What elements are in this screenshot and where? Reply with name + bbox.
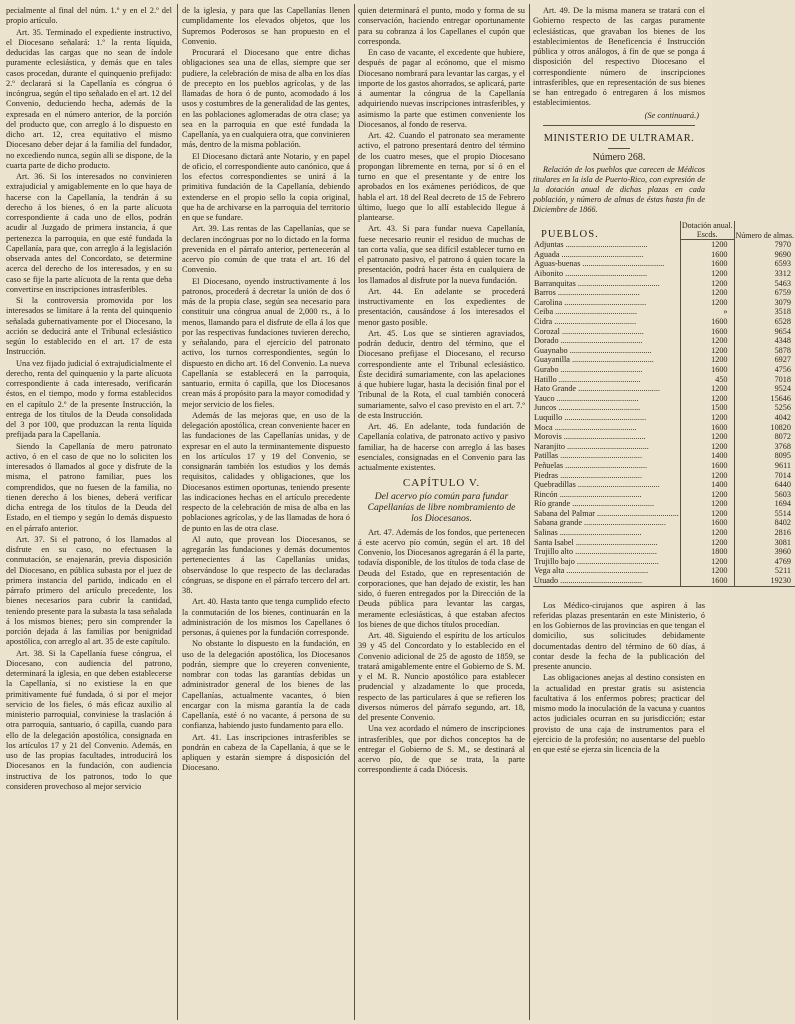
paragraph: El Diocesano, oyendo instructivamente á los patronos, procederá á decretar la unión de dos ó más de la propia clase, según sea necesario para constituir una cóngrua anual de 2,000 rs., á lo menos, llamando para el disfrute de ella á los que por las respectivas fundaciones tuvieren derecho, y señalando, para el ejercicio del patronato activo, los turnos correspondientes, según lo dispuesto en dicho art. 16 del Convenio. La nueva Capellanía se establecerá en la parroquia, santuario, ermita ó capilla, que los Diocesanos crean más á propósito para la mayor comodidad y mejor servicio de los fieles. — [182, 276, 350, 409]
cell-pueblo: Aguas-buenas ........................................ — [534, 259, 665, 269]
cell-pueblo: Adjuntas ........................................ — [534, 240, 648, 249]
cell-pueblo: Corozal ........................................ — [534, 326, 644, 336]
cell-pueblo: Barranquitas ........................................ — [534, 278, 660, 288]
cell-pueblo: Aibonito ........................................ — [534, 269, 648, 279]
table-row — [533, 499, 795, 509]
table-row — [533, 375, 795, 385]
cell-almas: 3960 — [734, 547, 795, 557]
cell-pueblo: Cidra ........................................ — [534, 317, 637, 326]
paragraph: Art. 40. Hasta tanto que tenga cumplido efecto la conmutación de los bienes, continuarán en la administración de los mismos los Capellanes ó personas, á quienes por la fundación corresponde. — [182, 597, 350, 637]
cell-dotacion: 1200 — [680, 442, 734, 452]
cell-pueblo: Carolina ........................................ — [534, 297, 647, 307]
cell-pueblo: Juncos ........................................ — [534, 403, 641, 413]
cell-dotacion: 1500 — [680, 403, 734, 413]
paragraph: Art. 44. En adelante se procederá instructivamente en los expedientes de presentación, causándose á los interesados el menor gasto posible. — [358, 286, 525, 327]
header-escds: Escds. — [680, 230, 734, 240]
header-numero: Número de almas. — [734, 221, 795, 240]
table-row — [533, 259, 795, 269]
cell-dotacion: 1200 — [680, 413, 734, 423]
doctors-table — [533, 221, 795, 590]
section-divider — [543, 125, 695, 126]
cell-dotacion: 1200 — [680, 279, 734, 289]
paragraph: Art. 49. De la misma manera se tratará con el Gobierno respecto de las cargas puramente eclesiásticas, que gravaban los bienes de los establecimientos de Beneficencia é Instrucción pública y otros análogos, á fin de que se ponga á disposición del respectivo Diocesano el correspondiente número de inscripciones intrasferibles, que en representación de sus bienes se han entregado ó entregaren á los mismos establecimientos. — [533, 6, 705, 108]
cell-dotacion: 1200 — [680, 346, 734, 356]
decree-number: Número 268. — [592, 152, 646, 163]
cell-dotacion: 1600 — [680, 327, 734, 337]
cell-pueblo: Morovis ........................................ — [534, 432, 646, 442]
table-row — [533, 298, 795, 308]
table-row — [533, 279, 795, 289]
cell-dotacion: 1200 — [680, 288, 734, 298]
cell-dotacion: 1200 — [680, 355, 734, 365]
cell-dotacion: 1200 — [680, 269, 734, 279]
paragraph: Una vez fijado judicial ó extrajudicialmente el derecho, renta del quinquenio y la parte alícuota correspondiente á cada interesado, verificarán éstos, en el tiempo, modo y forma establecidos en el capítulo 2.º de la presente Instrucción, la entrega de los títulos de la Deuda consolidada del 3 por 100, que produzcan la renta líquida prefijada para la Capellanía. — [6, 358, 172, 440]
cell-dotacion: 1200 — [680, 336, 734, 346]
cell-almas: 8402 — [734, 518, 795, 528]
cell-pueblo: Hato Grande ........................................ — [534, 384, 660, 394]
table-row — [533, 528, 795, 538]
paragraph: Art. 36. Si los interesados no convinieren extrajudicial y amigablemente en lo que haya de hacerse con la Capellanía, la tendrán á su derecho á los bienes, ó en la parte alícuota correspondiente á cada uno de ellos, podrán acudir al Juzgado de primera instancia, á que pertenezca la parroquia, en que esté fundada la Capellanía, para que, con arreglo á la legislación observada antes del Concordato, se determine acerca del derecho de los interesados, y en su caso se fije la parte alícuota de la renta que deba convertirse en inscripciones intrasferibles. — [6, 172, 172, 294]
cell-pueblo: Naranjito ........................................ — [534, 441, 649, 451]
cell-pueblo: Piedras ........................................ — [534, 470, 643, 480]
cell-dotacion: 1400 — [680, 451, 734, 461]
cell-dotacion: 1600 — [680, 365, 734, 375]
cell-almas: 5211 — [734, 566, 795, 576]
cell-dotacion: 1200 — [680, 432, 734, 442]
cell-dotacion: 1600 — [680, 518, 734, 528]
table-row — [533, 547, 795, 557]
cell-pueblo: Guayanilla ........................................ — [534, 355, 654, 365]
cell-almas: 8072 — [734, 432, 795, 442]
cell-dotacion: 1200 — [680, 384, 734, 394]
cell-almas: 6927 — [734, 355, 795, 365]
continued-note: (Se continuará.) — [644, 110, 699, 120]
table-row — [533, 327, 795, 337]
column-rule — [177, 4, 178, 1020]
table-row — [533, 480, 795, 490]
cell-dotacion: » — [680, 307, 734, 317]
paragraph: Art. 39. Las rentas de las Capellanías, que se declaren incóngruas por no lo dictado en la forma prevenida en el párrafo anterior, pertenecerán al acervo pío común de que trata el art. 16 del Convenio. — [182, 224, 350, 275]
cell-pueblo: Barros ........................................ — [534, 288, 640, 298]
cell-pueblo: Hatillo ........................................ — [534, 374, 641, 384]
paragraph: Art. 41. Las inscripciones intrasferibles se pondrán en cabeza de la Capellanía, á que se le apliquen y estarán siempre á disposición del Diocesano. — [182, 732, 350, 773]
table-row — [533, 566, 795, 576]
table-row — [533, 288, 795, 298]
cell-almas: 7970 — [734, 240, 795, 250]
header-pueblos: PUEBLOS. — [541, 229, 599, 241]
table-row — [533, 317, 795, 327]
cell-almas: 5463 — [734, 279, 795, 289]
cell-almas: 8095 — [734, 451, 795, 461]
cell-pueblo: Guaynabo ........................................ — [534, 345, 652, 355]
cell-pueblo: Rincón ........................................ — [534, 489, 642, 499]
cell-dotacion: 1200 — [680, 471, 734, 481]
cell-almas: 6528 — [734, 317, 795, 327]
table-row — [533, 518, 795, 528]
cell-dotacion: 1200 — [680, 509, 734, 519]
paragraph: Art. 38. Si la Capellanía fuese cóngrua, el Diocesano, con audiencia del patrono, determinará la iglesia, en que deben establecerse la Capellanía, si no existiese la en que primitivamente fué fundada, ó si por el mejor servicio de los fieles, ó más eficaz auxilio al ministerio parroquial, conviniese la traslación á otra parroquia, santuario, ó capilla, cuando para ello de la delegación apostólica, consignada en los artículos 17 y 21 del Convenio. Además, en uso de las propias facultades, introducirá los Diocesanos en la fundación, con audiencia instructiva de los patronos, todo lo que consideren provechoso al mejor servicio — [6, 648, 172, 791]
cell-almas: 3312 — [734, 269, 795, 279]
cell-almas: 9524 — [734, 384, 795, 394]
cell-almas: 6593 — [734, 259, 795, 269]
cell-almas: 4756 — [734, 365, 795, 375]
table-row — [533, 240, 795, 250]
cell-pueblo: Moca ........................................ — [534, 422, 637, 432]
cell-almas: 6440 — [734, 480, 795, 490]
cell-dotacion: 1600 — [680, 259, 734, 269]
cell-almas: 2816 — [734, 528, 795, 538]
paragraph: Las obligaciones anejas al destino consisten en la actualidad en prestar gratis su asistencia facultativa á los enfermos pobres; practicar del mismo modo la inoculación de la vacuna y cuantos actos judiciales ocurran en su jurisdicción; estar provisto de una caja de instrumentos para el ejercicio de la profesión; no ausentarse del pueblo en que esté se ejerza sin licencia de la — [533, 673, 705, 755]
column-rule — [529, 4, 530, 1020]
table-row — [533, 269, 795, 279]
table-row — [533, 336, 795, 346]
column-rule — [354, 4, 355, 1020]
ministry-heading: MINISTERIO DE ULTRAMAR. — [543, 132, 695, 144]
cell-dotacion: 1200 — [680, 394, 734, 404]
table-row — [533, 355, 795, 365]
cell-dotacion: 1600 — [680, 250, 734, 260]
cell-pueblo: Luquillo ........................................ — [534, 412, 647, 422]
cell-almas: 9690 — [734, 250, 795, 260]
paragraph: Siendo la Capellanía de mero patronato activo, ó en el caso de que no lo soliciten los interesados ó llamados al goce y disfrute de la misma, el patrono familiar, pues los comprendidos, que no fuesen de la familia, no tienen derecho á los bienes, deberá verificar dicha entrega de los títulos de la Deuda del Estado, en el tiempo y según lo demás dispuesto en el párrafo anterior. — [6, 441, 172, 533]
cell-almas: 5514 — [734, 509, 795, 519]
table-row — [533, 346, 795, 356]
cell-dotacion: 1200 — [680, 566, 734, 576]
cell-dotacion: 1200 — [680, 499, 734, 509]
cell-almas: 7014 — [734, 471, 795, 481]
paragraph: Si la controversia promovida por los interesados se limitare á la renta del quinquenio señalada gubernativamente por el Diocesano, la acción se deducirá ante el Tribunal eclesiástico según lo establecido en el art. 17 de esta Instrucción. — [6, 296, 172, 357]
paragraph: Procurará el Diocesano que entre dichas obligaciones sea una de ellas, siempre que ser pudiere, la celebración de misa de alba en los días de precepto en los pueblos agrícolas, y de las llamadas de hora ó de punto, acomodado á los usos y costumbres de la generalidad de las gentes, en las poblaciones aglomeradas de otra clase; ya sea en la parroquia en que esté fundada la Capellanía, ya en cualquiera otra, que convinieren más, dentro de la misma población. — [182, 48, 350, 150]
paragraph: quien determinará el punto, modo y forma de su conservación, haciendo entregar oportunamente para su cobranza á los Capellanes el cupón que corresponda. — [358, 6, 525, 46]
cell-pueblo: Patillas ........................................ — [534, 451, 643, 461]
cell-almas: 9611 — [734, 461, 795, 471]
cell-dotacion: 1200 — [680, 557, 734, 567]
paragraph: No obstante lo dispuesto en la fundación, en uso de la delegación apostólica, los Diocesanos podrán, siempre que lo creyeren conveniente, nombrar con todas las garantías debidas un administrador general de los bienes de las Capellanías, actualmente vacantes, ó bien encargar con la misma garantía la de cada Capellanía, esté ó no vacante, á persona de su confianza, habiendo justo fundamento para ello. — [182, 639, 350, 731]
paragraph: El Diocesano dictará ante Notario, y en papel de oficio, el correspondiente auto canónico, que á los efectos correspondientes se unirá á la primitiva fundación de la Capellanía, debiendo extenderse en el propio sello la copia original, que ha de archivarse en la parroquia del territorio en que se fundare. — [182, 151, 350, 222]
cell-almas: 3079 — [734, 298, 795, 308]
paragraph: Art. 48. Siguiendo el espíritu de los artículos 39 y 45 del Concordato y lo establecido en el Convenio adicional de 25 de agosto de 1859, se tratará amigablemente entre el Gobierno de S. M. y el M. R. Nuncio apostólico para establecer prudencial y alzadamente lo que proceda, respecto de las particulares á que se refieren los diversos números del párrafo segundo, art. 18, del presente Convenio. — [358, 631, 525, 722]
cell-dotacion: 1600 — [680, 317, 734, 327]
cell-almas: 3518 — [734, 307, 795, 317]
cell-dotacion: 1400 — [680, 480, 734, 490]
cell-almas: 5603 — [734, 490, 795, 500]
table-caption: Relación de los pueblos que carecen de Médicos titulares en la isla de Puerto-Rico, con expresión de la dotación anual de dichas plazas en cada población, y número de almas de éstas hasta fin de Diciembre de 1866. — [533, 165, 705, 215]
chapter-subtitle: Del acervo pío común para fundar Capellanías de libre nombramiento de los Diocesanos. — [367, 490, 516, 524]
table-row — [533, 307, 795, 317]
paragraph: Art. 45. Los que se sintieren agraviados, podrán deducir, dentro del término, que el Diocesano prefijase el Diocesano, el recurso correspondiente ante el Tribunal eclesiástico. Éste decidirá sumariamente, con las apelaciones á que hubiere lugar, hasta la decisión final por el Tribunal de la Rota, el cual también conocerá sumariamente, salvo el caso previsto en el art. 7.º de esta Instrucción. — [358, 328, 525, 420]
cell-pueblo: Santa Isabel ........................................ — [534, 537, 658, 547]
table-row — [533, 250, 795, 260]
table-row — [533, 557, 795, 567]
table-row — [533, 394, 795, 404]
cell-almas: 5878 — [734, 346, 795, 356]
column-4 — [533, 6, 794, 1020]
cell-almas: 3081 — [734, 538, 795, 548]
cell-pueblo: Aguada ........................................ — [534, 249, 644, 259]
column-1 — [6, 6, 172, 1020]
cell-almas: 7018 — [734, 375, 795, 385]
cell-almas: 4348 — [734, 336, 795, 346]
cell-dotacion: 1200 — [680, 240, 734, 250]
cell-pueblo: Sabana grande ........................................ — [534, 518, 666, 528]
cell-almas: 4042 — [734, 413, 795, 423]
cell-pueblo: Trujillo bajo ........................................ — [534, 556, 659, 566]
column-3 — [358, 6, 525, 1020]
cell-dotacion: 1600 — [680, 576, 734, 586]
table-row — [533, 413, 795, 423]
table-row — [533, 538, 795, 548]
paragraph: Art. 35. Terminado el expediente instructivo, el Diocesano señalará: 1.º la renta líquida, deducidas las cargas que no sean de índole puramente eclesiástica, y demás que en tales casos procedan, durante el quinquenio prefijado: 2.º declarará si la Capellanía es cóngrua ó incóngrua, según el tipo señalado en el art. 12 del Convenio, deduciendo hecha, además de la expresada en el número anterior, de la porción del producto que, con arreglo á lo dispuesto en dicho art. 12, crea equitativo el mismo Diocesano deber dejar á la familia del fundador, no excediendo nunca, según alli se dispone, de la cuarta parte de dicho producto. — [6, 27, 172, 170]
paragraph: Art. 46. En adelante, toda fundación de Capellanía colativa, de patronato activo y pasivo familiar, ha de hacerse con arreglo á las bases esenciales, consignadas en el Convenio para las actualmente existentes. — [358, 422, 525, 472]
cell-pueblo: Quebradillas ........................................ — [534, 480, 660, 490]
cell-pueblo: Dorado ........................................ — [534, 336, 643, 346]
cell-pueblo: Vega alta ........................................ — [534, 566, 649, 576]
cell-dotacion: 1800 — [680, 547, 734, 557]
cell-almas: 1694 — [734, 499, 795, 509]
cell-dotacion: 1600 — [680, 423, 734, 433]
cell-pueblo: Yauco ........................................ — [534, 393, 639, 403]
cell-pueblo: Río grande ........................................ — [534, 499, 655, 509]
cell-almas: 9654 — [734, 327, 795, 337]
cell-dotacion: 1200 — [680, 490, 734, 500]
table-row — [533, 451, 795, 461]
paragraph: Además de las mejoras que, en uso de la delegación apostólica, crean conveniente hacer en las fundaciones de las Capellanías unidas, y de expresar en el auto la terminantemente dispuesto en los artículos 17 y 19 del Convenio, se consignarán también los estudios y los demás requisitos, calidades y obligaciones, que los Diocesanos estimen oportunas, teniendo presente las indicaciones hechas en el artículo precedente respecto de la celebración de misa de alba en las poblaciones agrícolas, y de las llamadas de hora ó de punto en las de otra clase. — [182, 410, 350, 533]
table-row — [533, 384, 795, 394]
cell-almas: 15646 — [734, 394, 795, 404]
cell-dotacion: 450 — [680, 375, 734, 385]
cell-dotacion: 1600 — [680, 461, 734, 471]
table-row — [533, 423, 795, 433]
cell-almas: 10820 — [734, 423, 795, 433]
table-row — [533, 365, 795, 375]
cell-almas: 19230 — [734, 576, 795, 586]
paragraph: Los Médico-cirujanos que aspiren á las referidas plazas presentarán en este Ministerio, ó en los Gobiernos de las provincias en que tengan el domicilio, sus solicitudes debidamente documentadas dentro del término de 60 días, á contar desde la fecha de la publicación del presente anuncio. — [533, 600, 705, 672]
table-row — [533, 509, 795, 519]
paragraph: Art. 37. Si el patrono, ó los llamados al disfrute en su caso, no efectuasen la conmutación, se enajenarán, previa disposición del Diocesano, en pública subasta por el juez de primera instancia del partido, indicado en el párrafo primero del artículo precedente, los bienes necesarios para cubrir la cantidad, teniendo presente para la subasta la tasa señalada á los mismos bienes; pero sin comprender la porción dejada á las familias por benignidad apostólica, con arreglo al art. 35 de este capítulo. — [6, 534, 172, 647]
table-row — [533, 461, 795, 471]
cell-almas: 4769 — [734, 557, 795, 567]
paragraph: Art. 47. Además de los fondos, que pertenecen á este acervo pío común, según el art. 18 del Convenio, los Diocesanos agregarán á él la parte, todavía disponible, de los títulos de toda clase de Deuda del Estado, que en representación de corporaciones, que han dejado de existir, les han sido, ó fueren entregados por la Dirección de la Deuda pública para levantar las cargas, meramente eclesiásticas, á que estaban afectos los bienes de que dichos títulos procedían. — [358, 527, 525, 629]
paragraph: Al auto, que provean los Diocesanos, se agregarán las fundaciones y demás documentos pertenecientes á las Capellanías unidas, observándose lo que respecto de las declaradas cóngruas, se dispone en el párrafo tercero del art. 38. — [182, 534, 350, 595]
paragraph: de la iglesia, y para que las Capellanías llenen cumplidamente los elevados objetos, que los Supremos Poderosos se han propuesto en el Convenio. — [182, 6, 350, 46]
table-row — [533, 442, 795, 452]
cell-pueblo: Salinas ........................................ — [534, 528, 642, 538]
cell-pueblo: Peñuelas ........................................ — [534, 460, 648, 470]
cell-pueblo: Sabana del Palmar ........................................ — [534, 508, 679, 518]
table-row — [533, 403, 795, 413]
cell-pueblo: Trujillo alto ........................................ — [534, 547, 657, 557]
cell-dotacion: 1200 — [680, 298, 734, 308]
cell-almas: 3768 — [734, 442, 795, 452]
chapter-heading: CAPÍTULO V. — [402, 477, 481, 490]
table-row — [533, 576, 795, 586]
cell-almas: 5256 — [734, 403, 795, 413]
heading-rule — [608, 148, 630, 149]
paragraph: En caso de vacante, el excedente que hubiere, después de pagar al ecónomo, que el mismo Diocesano nombrará para levantar las cargas, y el importe de los gastos ahorrados, se aplicará, parte á aumentar la cóngrua de la Capellanía adquiriendo nuevas inscripciones intrasferibles, y asimismo la parte que estimen conveniente los Diocesanos, al fondo de reserva. — [358, 48, 525, 129]
table-row — [533, 471, 795, 481]
table-row — [533, 490, 795, 500]
paragraph: pecialmente al final del núm. 1.º y en el 2.º del propio artículo. — [6, 6, 172, 26]
cell-dotacion: 1200 — [680, 538, 734, 548]
cell-pueblo: Utuado ........................................ — [534, 576, 643, 586]
paragraph: Una vez acordado el número de inscripciones intrasferibles, que por dichos conceptos ha de entregar el Gobierno de S. M., se destinará al acervo pío, de que se trata, la parte correspondiente á cada Diócesis. — [358, 724, 525, 775]
cell-pueblo: Gurabo ........................................ — [534, 364, 643, 374]
cell-pueblo: Ceiba ........................................ — [534, 307, 638, 317]
cell-dotacion: 1200 — [680, 528, 734, 538]
paragraph: Art. 42. Cuando el patronato sea meramente activo, el patrono presentará dentro del término de los cuatro meses, que el propio Diocesano propongan libremente en terna, por sí ó en el turno en que el presentante y de entre los aprobados en los exámenes periódicos, de que habla el art. 18 del Real decreto de 15 de Febrero último, luego que lo allí establecido llegue á plantearse. — [358, 131, 525, 222]
cell-almas: 6759 — [734, 288, 795, 298]
header-dotacion: Dotación anual. — [681, 221, 733, 231]
paragraph: Art. 43. Si para fundar nueva Capellanía, fuese necesario reunir el residuo de muchas de tan corta valía, que sea difícil establecer turno en el patronato pasivo, el patrono á quien tocare la presentación, podrá hacer ésta en cualquiera de los llamados al disfrute por la nueva fundación. — [358, 224, 525, 285]
table-row — [533, 432, 795, 442]
column-2 — [182, 6, 350, 1020]
